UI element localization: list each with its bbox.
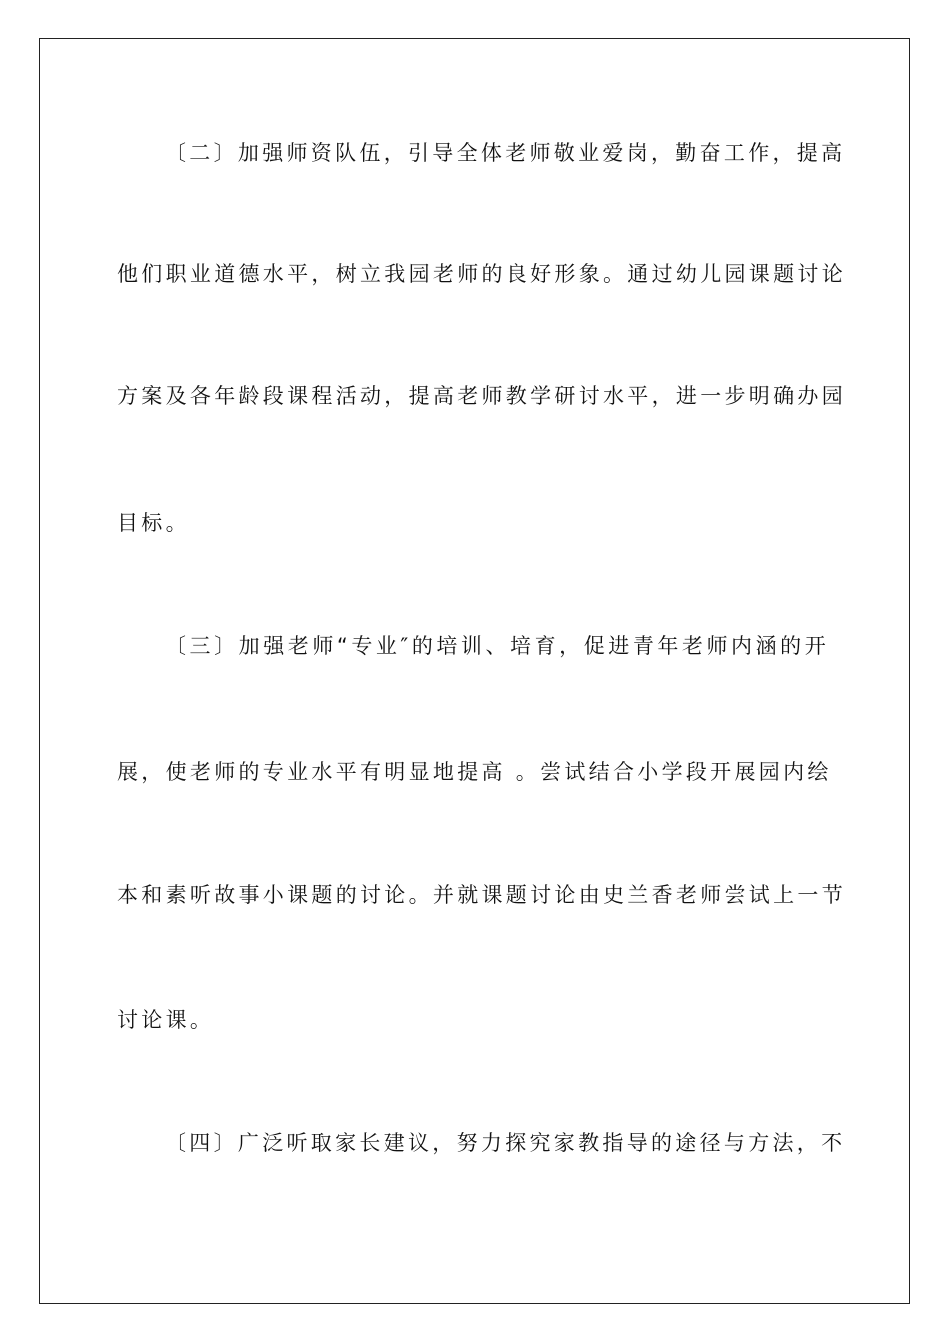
text-line: 目标。 <box>117 511 190 535</box>
text-line: 〔二〕加强师资队伍，引导全体老师敬业爱岗，勤奋工作，提高 <box>165 141 846 165</box>
text-line: 他们职业道德水平，树立我园老师的良好形象。通过幼儿园课题讨论 <box>117 262 846 286</box>
text-line: 本和素听故事小课题的讨论。并就课题讨论由史兰香老师尝试上一节 <box>117 883 846 907</box>
text-line: 展，使老师的专业水平有明显地提高 。尝试结合小学段开展园内绘 <box>117 760 832 784</box>
text-line: 方案及各年龄段课程活动，提高老师教学研讨水平，进一步明确办园 <box>117 384 846 408</box>
text-line: 〔四〕广泛听取家长建议，努力探究家教指导的途径与方法，不 <box>165 1131 846 1155</box>
text-line: 讨论课。 <box>117 1008 215 1032</box>
text-line: 〔三〕加强老师“专业″的培训、培育，促进青年老师内涵的开 <box>165 634 829 658</box>
page-border <box>39 38 910 1304</box>
